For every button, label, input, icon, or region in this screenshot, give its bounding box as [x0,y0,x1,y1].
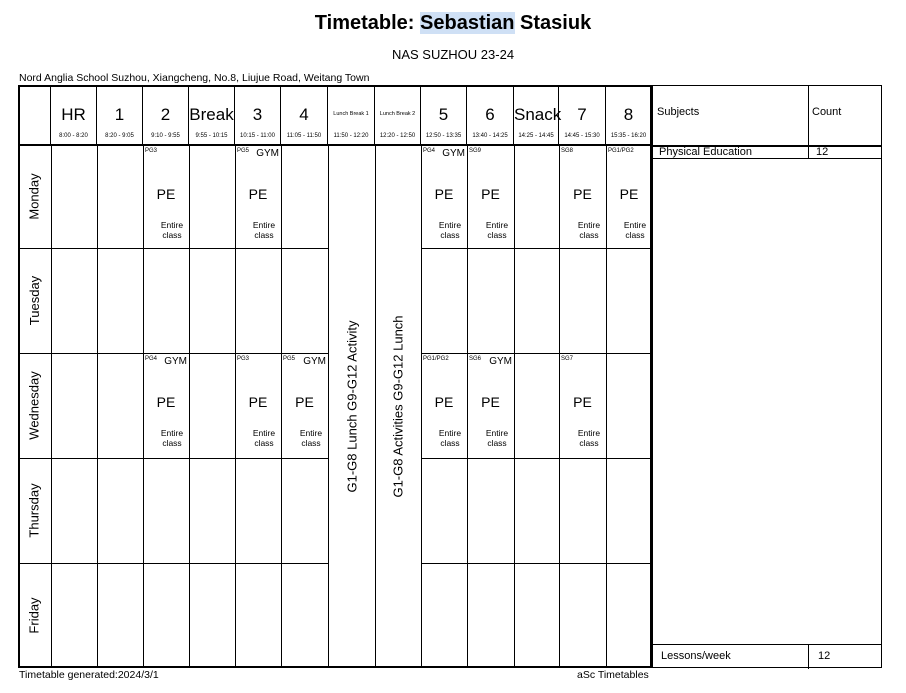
row-divider [421,248,467,249]
lunch-activity-block [375,145,421,668]
period-header [375,85,421,145]
lesson-room: GYM [256,148,279,159]
row-divider [189,248,235,249]
lesson-description: Entire class [577,428,601,448]
period-name: 8 [623,105,634,124]
lesson-card[interactable] [559,145,606,248]
period-time: 11:50 - 12:20 [333,133,369,139]
row-divider [143,248,189,249]
lesson-room: GYM [442,148,465,159]
period-time: 8:20 - 9:05 [105,133,134,139]
lesson-subject: PE [481,186,500,202]
generated-date: Timetable generated:2024/3/1 [19,669,159,681]
day-label [18,563,51,668]
lunch-activity-block [328,145,375,668]
title-prefix: Timetable: [314,12,421,34]
lesson-card[interactable] [606,145,652,248]
period-time: 8:00 - 8:20 [59,133,88,139]
lesson-room: GYM [164,356,187,367]
column-divider [97,145,98,668]
row-divider [143,458,189,459]
page-title [0,12,906,35]
day-name: Friday [27,597,42,634]
period-header [514,85,562,145]
period-header [97,85,143,145]
lesson-group: PG5 [283,356,296,362]
row-divider [281,563,328,564]
period-name: Lunch Break 2 [379,111,416,117]
period-header [606,85,652,145]
row-divider [559,458,606,459]
period-name: 2 [160,105,171,124]
lesson-group: PG1/PG2 [608,148,634,154]
lunch-activity-text: G1-G8 Lunch G9-G12 Activity [344,320,359,493]
day-label [18,353,51,458]
period-name: 6 [485,105,495,124]
lunch-activity-text: G1-G8 Activities G9-G12 Lunch [390,315,406,498]
column-divider [51,145,52,668]
period-time: 13:40 - 14:25 [472,133,508,139]
period-header [143,85,189,145]
row-divider [606,458,652,459]
school-year-subtitle: NAS SUZHOU 23-24 [391,47,515,62]
lesson-group: SG8 [561,148,574,154]
lesson-subject: PE [248,186,268,202]
lesson-group: PG5 [237,148,250,154]
period-name: Snack [514,105,562,124]
period-name: 3 [252,105,263,124]
row-divider [467,458,514,459]
row-divider [514,248,559,249]
lesson-card[interactable] [143,145,189,248]
period-time: 14:45 - 15:30 [564,133,600,139]
period-name: 4 [299,105,309,124]
row-divider [467,563,514,564]
period-name: Break [189,105,234,124]
period-time: 12:50 - 13:35 [425,133,462,139]
lesson-group: PG1/PG2 [423,356,449,362]
lesson-description: Entire class [299,428,323,448]
column-divider [189,145,190,668]
lessons-per-week-label: Lessons/week [661,650,731,662]
row-divider [235,458,281,459]
title-highlighted-name: Sebastian [420,12,515,34]
day-label [18,145,51,248]
period-header [235,85,281,145]
row-divider [514,563,559,564]
row-divider [281,248,328,249]
row-divider [97,353,143,354]
lesson-description: Entire class [438,428,462,448]
period-name: HR [61,105,86,124]
row-divider [559,248,606,249]
row-divider [51,563,97,564]
lesson-card[interactable] [421,145,467,248]
row-divider [235,248,281,249]
lesson-room: GYM [303,356,326,367]
software-brand: aSc Timetables [577,669,649,681]
lesson-subject: PE [434,394,454,410]
lesson-description: Entire class [485,220,509,240]
lesson-group: SG7 [561,356,574,362]
day-label [18,248,51,353]
lesson-subject: PE [573,186,592,202]
count-header: Count [812,106,842,118]
row-divider [97,563,143,564]
subject-summary-table [652,85,882,668]
row-divider [51,248,97,249]
lesson-group: SG6 [469,356,482,362]
lesson-card[interactable] [281,353,328,458]
period-time: 15:35 - 16:20 [610,133,647,139]
day-name: Monday [27,173,42,220]
row-divider [51,353,97,354]
corner-cell [18,85,51,145]
period-time: 9:55 - 10:15 [195,133,228,139]
subjects-header: Subjects [657,106,700,118]
row-divider [421,458,467,459]
lesson-group: PG3 [237,356,250,362]
row-divider [97,248,143,249]
lesson-group: PG4 [145,356,158,362]
row-divider [606,353,652,354]
lesson-subject: PE [434,186,454,202]
period-header [467,85,514,145]
lesson-group: SG9 [469,148,482,154]
lesson-card[interactable] [467,145,514,248]
period-header [559,85,606,145]
lesson-subject: PE [295,394,314,410]
row-divider [51,458,97,459]
period-header [421,85,467,145]
lesson-subject: PE [156,394,176,410]
row-divider [189,563,235,564]
lesson-description: Entire class [623,220,647,240]
lesson-description: Entire class [252,220,276,240]
row-divider [189,458,235,459]
subject-count-cell: 12 [816,146,829,158]
lesson-card[interactable] [559,353,606,458]
lesson-description: Entire class [438,220,462,240]
lesson-description: Entire class [485,428,509,448]
row-divider [421,563,467,564]
lessons-per-week-total: 12 [818,650,831,662]
lesson-group: PG4 [423,148,436,154]
row-divider [281,458,328,459]
title-last-name: Stasiuk [514,12,592,34]
period-header [281,85,328,145]
day-name: Tuesday [27,275,43,326]
school-address: Nord Anglia School Suzhou, Xiangcheng, No.8, Liujue Road, Weitang Town [19,72,370,84]
period-header [189,85,235,145]
day-name: Wednesday [27,371,43,440]
lesson-card[interactable] [235,145,281,248]
period-time: 10:15 - 11:00 [240,133,275,139]
period-header [328,85,375,145]
summary-row-divider [653,158,881,159]
period-time: 14:25 - 14:45 [518,133,554,139]
period-header [51,85,97,145]
lesson-description: Entire class [160,428,184,448]
row-divider [143,563,189,564]
row-divider [189,353,235,354]
summary-column-divider [808,86,809,158]
row-divider [559,563,606,564]
timetable-grid [18,85,652,668]
row-divider [235,563,281,564]
row-divider [467,248,514,249]
row-divider [514,353,559,354]
summary-total-divider [653,644,881,645]
lesson-room: GYM [489,356,512,367]
lesson-card[interactable] [143,353,189,458]
subject-name-cell: Physical Education [659,146,752,158]
period-name: Lunch Break 1 [333,111,369,117]
lesson-subject: PE [619,186,639,202]
period-time: 11:05 - 11:50 [286,133,322,139]
row-divider [606,563,652,564]
row-divider [514,458,559,459]
summary-total-column-divider [808,644,809,669]
lesson-card[interactable] [421,353,467,458]
lesson-card[interactable] [467,353,514,458]
period-name: 5 [438,105,449,124]
period-time: 12:20 - 12:50 [379,133,416,139]
lesson-description: Entire class [577,220,601,240]
lesson-card[interactable] [235,353,281,458]
column-divider [514,145,515,668]
lesson-subject: PE [248,394,268,410]
lesson-subject: PE [481,394,500,410]
lesson-group: PG3 [145,148,158,154]
lesson-subject: PE [573,394,592,410]
row-divider [97,458,143,459]
lesson-description: Entire class [252,428,276,448]
lesson-subject: PE [156,186,176,202]
day-name: Thursday [27,483,43,538]
period-name: 7 [577,105,587,124]
row-divider [606,248,652,249]
period-time: 9:10 - 9:55 [151,133,180,139]
day-label [18,458,51,563]
lesson-description: Entire class [160,220,184,240]
period-name: 1 [114,105,125,124]
